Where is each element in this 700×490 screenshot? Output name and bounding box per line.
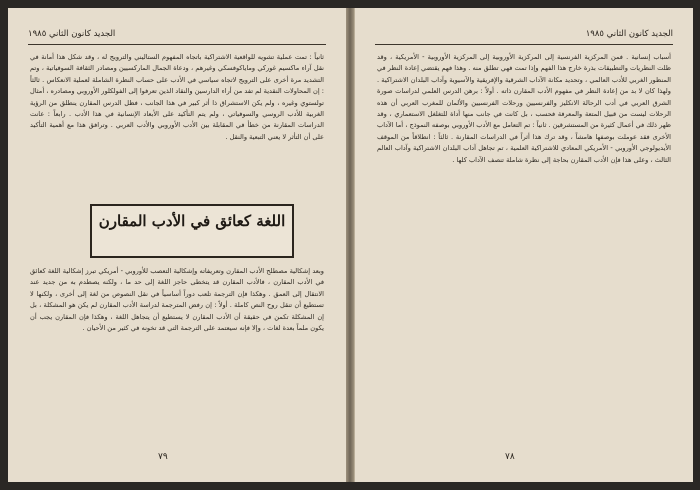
- page-number: ٧٩: [158, 452, 168, 462]
- left-page: [8, 8, 347, 482]
- section-title: اللغة كعائق في الأدب المقارن: [98, 212, 286, 230]
- book-gutter: [346, 8, 354, 482]
- paragraph: وبعد إشكالية مصطلح الأدب المقارن وتعريفاته وإشكالية التعصب للأوروبي - أمريكي تبرز إشكالية اللغة كعائق في الأدب المقارن ، فالأدب المقارن قد يتخطى حاجز اللغة إلى حد ما ، ولكنه يصطدم به من جديد عند الانتقال إلى العمق . وهكذا فإن الترجمة تلعب دوراً أساسياً في نقل النصوص من لغة إلى أخرى ، ولكنها لا تستطيع أن تنقل روح النص كاملة . أولاً : إن رفض المترجمة لدراسة الأدب المقارن لم يكن هو المشكلة ، بل إن المشكلة تكمن في حقيقة أن الأدب المقارن لا يستطيع أن يتجاهل اللغة ، وهكذا فإن المقارن يجب أن يكون ملماً بعدة لغات ، وإلا فإنه سيعتمد على الترجمة التي قد تخونه في كثير من الأحيان .: [30, 267, 324, 333]
- page-header: [28, 26, 326, 45]
- header-title: الجديد كانون الثاني ١٩٨٥: [28, 29, 116, 39]
- paragraph: ثانياً : تمت عملية تشويه للواقعية الاشتراكية باتجاه المفهوم الستاليني والترويج له ، وقد شكل هذا أمانة في نقل آراء ماكسيم غوركي وماياكوفسكي وغيرهم ، ودعاة الجمال الماركسيين ومصادر الثقافة السوفياتية ، وتم التشديد مرة أخرى على الترويج لاتجاه سياسي في الأدب على حساب النظرة الشاملة لعملية الانعكاس . ثالثاً : إن المحاولات النقدية لم تفد من أراء الدارسين والنقاد الذين تعرفوا إلى الفولكلور الأوروبي ومصادره ، أمثال تولستوي وغيره ، ولم يكن الاستشراق ذا أثر كبير في هذا الجانب ، فظل الدرس المقارن ينطلق من الرؤية الغربية للأدب الروسي والسوفياتي ، ولم يتم التأكيد على الأبعاد الإنسانية في هذا الأدب . رابعاً : عانت الدراسات المقارنة من خطأ في المقابلة بين الأدب الأوروبي والأدب العربي . وترافق هذا مع أهمية التأكيد على أن التأثر لا يعني التبعية والنقل .: [30, 53, 324, 141]
- page-header: [375, 26, 673, 45]
- section-title-box: [90, 204, 294, 258]
- paragraph: أسباب إنسانية . فمن المركزية الفرنسية إلى المركزية الأوروبية إلى المركزية الأوروبية - الأمريكية ، وقد ظلت النظريات والتطبيقات بذرة خارج هذا الفهم وإذا تمت فهي تطلق منه . وهذا فهم يقتضي إعادة النظر في المنظور الغربي للأدب العالمي ، وتحديد مكانة الآداب الشرقية والإفريقية والآسيوية وآداب البلدان الاشتراكية . ولهذا كان لا بد من إعادة النظر في مفهوم الأدب المقارن ذاته . أولاً : برهن الدرس العلمي لدراسات صورة الشرق العربي في أدب الرحالة الانكليز والفرنسيين ورحلات الفرنسيين والألمان للمغرب العربي أن هذه الرحلات ليست من قبيل المتعة والمعرفة فحسب ، بل كانت في جانب منها أداة للتغلغل الاستعماري ، وقد ظهر ذلك في أعمال كثيرة من المستشرقين . ثانياً : تم التعامل مع الأدب الأوروبي بوصفه النموذج ، أما الآداب الأخرى فقد عوملت بوصفها هامشاً ، وقد ترك هذا أثراً في الدراسات المقارنة . ثالثاً : انطلاقاً من الموقف الأيديولوجي الأوروبي - الأمريكي المعادي للاشتراكية العلمية ، تم تجاهل آداب البلدان الاشتراكية وآداب العالم الثالث ، وعلى هذا فإن الأدب المقارن بحاجة إلى نظرة شاملة تنصف الآداب كلها .: [377, 53, 671, 164]
- right-page: [354, 8, 693, 482]
- book-spread: [8, 8, 692, 482]
- page-number: ٧٨: [505, 452, 515, 462]
- header-title: الجديد كانون الثاني ١٩٨٥: [585, 29, 673, 39]
